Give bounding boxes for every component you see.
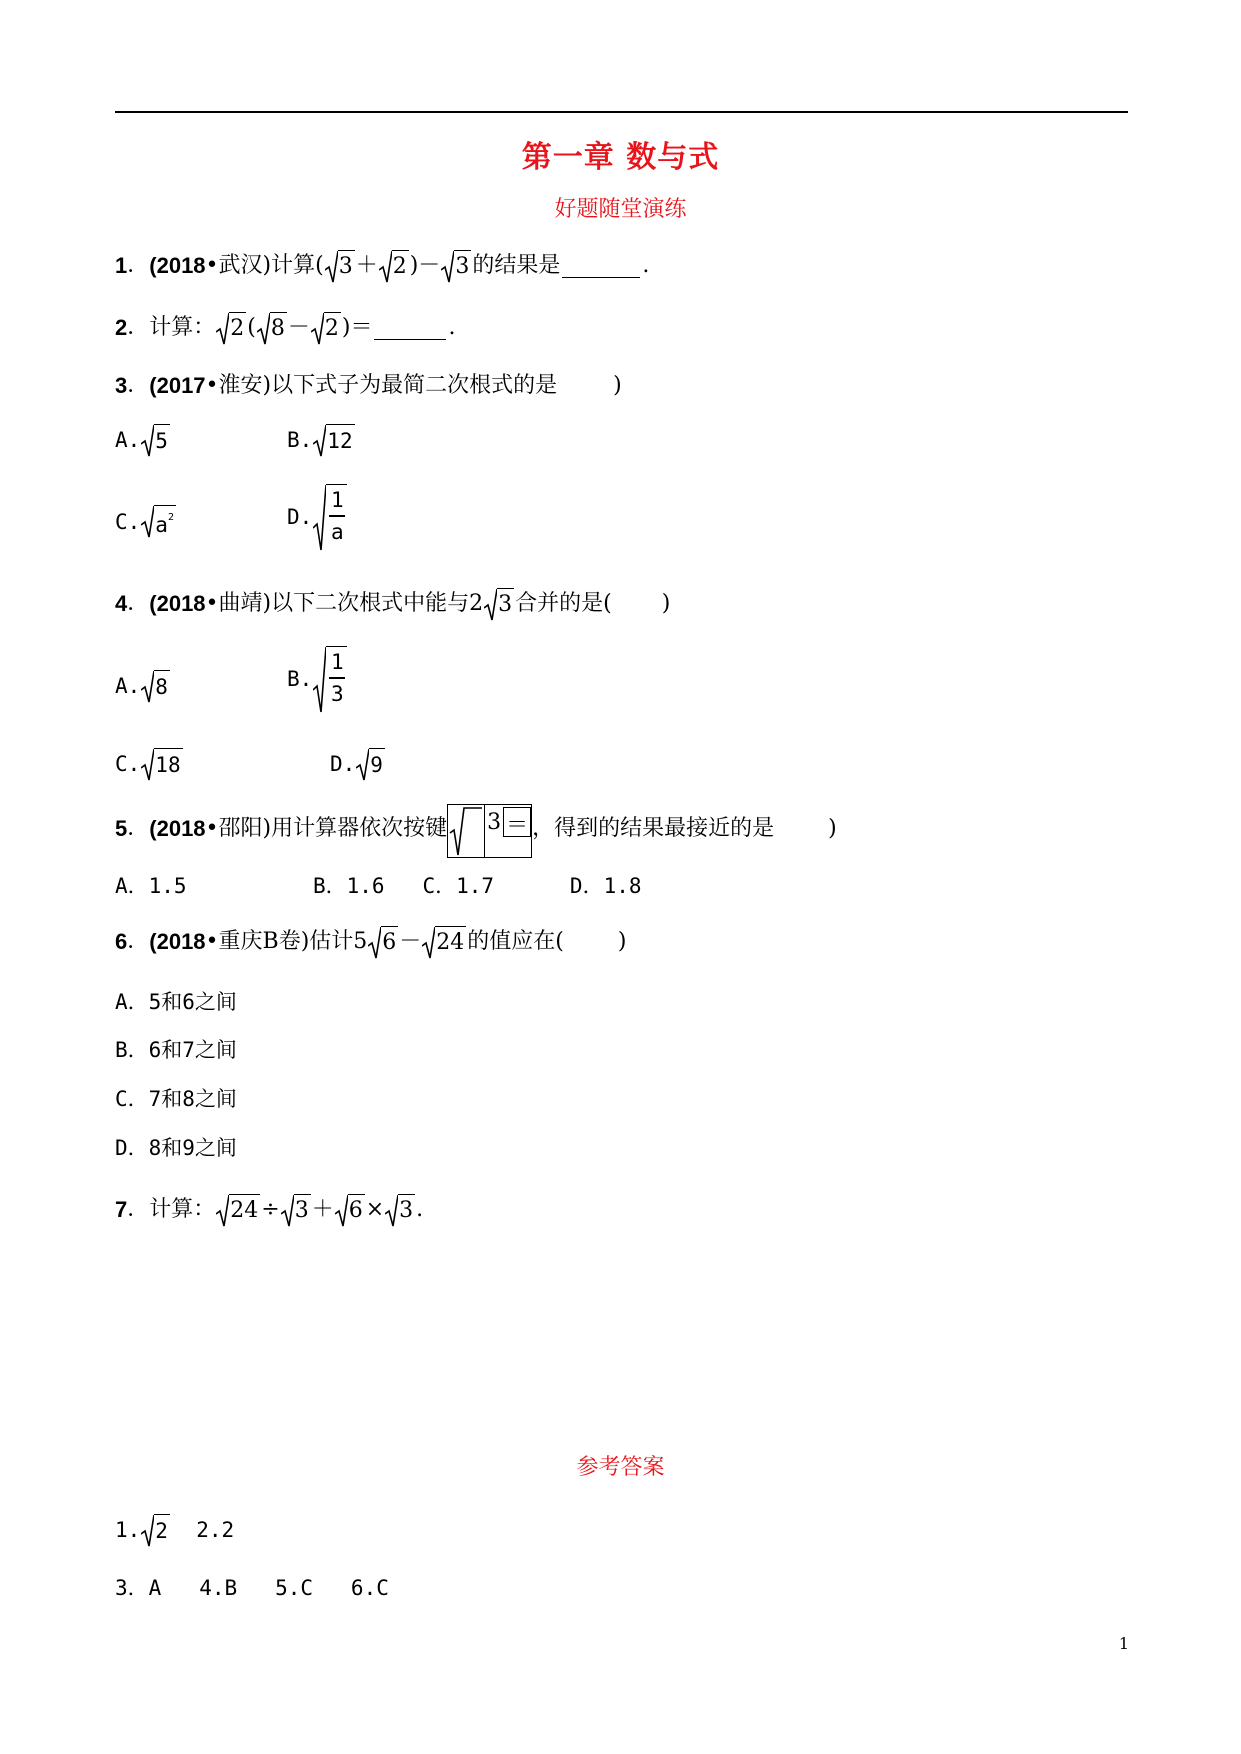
q3-option-c: C. $a^2$ (115, 502, 177, 542)
question-3: 3 ． (2017 • 淮安)以下式子为最简二次根式的是 ) (115, 366, 622, 406)
question-number: 6 (115, 929, 128, 954)
radical: 3 (441, 250, 471, 282)
sqrt-icon (422, 926, 435, 958)
question-number: 2 (115, 315, 128, 340)
sqrt-icon (484, 588, 497, 620)
radical: 3 (325, 250, 355, 282)
radical: 2 (379, 250, 409, 282)
q6-option-b: B．6和7之间 (115, 1038, 237, 1062)
q5-options: A．1.5 B．1.6 C．1.7 D．1.8 (115, 874, 642, 898)
sqrt-icon (311, 312, 324, 344)
sqrt-icon (313, 646, 326, 712)
q6-option-d: D．8和9之间 (115, 1136, 237, 1160)
q4-option-a: A. 8 (115, 666, 171, 706)
radical: 2 (141, 1514, 170, 1546)
sqrt-icon (368, 926, 381, 958)
answers-title: 参考答案 (576, 1455, 665, 1480)
sqrt-icon (216, 312, 229, 344)
question-year: (2018 (149, 929, 206, 954)
q3-option-a: A. 5 (115, 420, 171, 460)
header-rule (115, 111, 1128, 113)
question-7: 7 ． 计算： 24 ÷ 3 ＋ 6 × 3 . (115, 1190, 423, 1230)
question-4: 4 ． (2018 • 曲靖)以下二次根式中能与2 3 合并的是( ) (115, 584, 670, 624)
answers-line-1: 1. 2 2.2 (115, 1510, 234, 1550)
question-year: (2018 (149, 253, 206, 278)
q3-option-d: D. $\frac{1}{a}$ (287, 484, 348, 550)
radical: 3 (484, 588, 514, 620)
sqrt-icon (325, 250, 338, 282)
answer-blank (562, 255, 640, 278)
sqrt-icon (335, 1194, 348, 1226)
sqrt-icon (385, 1194, 398, 1226)
radical: $a^2$ (141, 505, 176, 539)
radical: 12 (313, 424, 354, 456)
question-6: 6 ． (2018 • 重庆B卷)估计5 6 － 24 的值应在( ) (115, 922, 626, 962)
chapter-title: 第一章 数与式 (521, 140, 720, 175)
question-year: (2018 (149, 591, 206, 616)
sqrt-icon (141, 748, 154, 780)
radical: 3 (385, 1194, 415, 1226)
sqrt-key-icon (448, 805, 485, 857)
question-number: 4 (115, 591, 128, 616)
question-number: 1 (115, 253, 128, 278)
question-number: 3 (115, 373, 128, 398)
radical: 9 (356, 748, 385, 780)
sqrt-icon (356, 748, 369, 780)
radical (313, 646, 347, 712)
radical: 5 (141, 424, 170, 456)
sqrt-icon (141, 1514, 154, 1546)
question-number: 5 (115, 816, 128, 841)
sqrt-icon (141, 670, 154, 702)
q6-option-a: A．5和6之间 (115, 990, 237, 1014)
sqrt-icon (141, 424, 154, 456)
q4-option-c: C. 18 (115, 744, 184, 784)
radical: 18 (141, 748, 182, 780)
question-year: (2018 (149, 816, 206, 841)
radical: 24 (216, 1194, 260, 1226)
calculator-keys: 3 ＝ (447, 804, 532, 858)
fraction: $\frac{1}{a}$ (326, 484, 347, 550)
radical (313, 484, 347, 550)
question-number: 7 (115, 1197, 128, 1222)
question-source: 武汉)计算( (218, 253, 324, 278)
answers-line-2: 3．A 4.B 5.C 6.C (115, 1576, 389, 1600)
radical: 3 (281, 1194, 311, 1226)
question-5: 5 ． (2018 • 邵阳)用计算器依次按键 3 ＝ ，得到的结果最接近的是 ) (115, 800, 837, 858)
section-title: 好题随堂演练 (554, 197, 687, 222)
sqrt-icon (281, 1194, 294, 1226)
answer-blank (374, 317, 446, 340)
radical: 8 (141, 670, 170, 702)
sqrt-icon (313, 424, 326, 456)
q4-option-d: D. 9 (330, 744, 386, 784)
sqrt-icon (257, 312, 270, 344)
question-year: (2017 (149, 373, 206, 398)
question-2: 2 ． 计算： 2 ( 8 － 2 )＝ . (115, 308, 455, 348)
radical: 2 (311, 312, 341, 344)
q4-option-b: B. $\frac{1}{3}$ (287, 646, 348, 712)
radical: 24 (422, 926, 466, 958)
question-1: 1 ． (2018 • 武汉)计算( 3 ＋ 2 )－ 3 的结果是 . (115, 246, 649, 286)
radical: 2 (216, 312, 246, 344)
q6-option-c: C．7和8之间 (115, 1087, 237, 1111)
radical: 6 (368, 926, 398, 958)
fraction: $\frac{1}{3}$ (326, 646, 347, 712)
sqrt-icon (441, 250, 454, 282)
q3-option-b: B. 12 (287, 420, 356, 460)
radical: 8 (257, 312, 287, 344)
radical: 6 (335, 1194, 365, 1226)
sqrt-icon (216, 1194, 229, 1226)
sqrt-icon (379, 250, 392, 282)
sqrt-icon (313, 484, 326, 550)
page-number: 1 (1118, 1634, 1129, 1653)
sqrt-icon (141, 505, 154, 537)
